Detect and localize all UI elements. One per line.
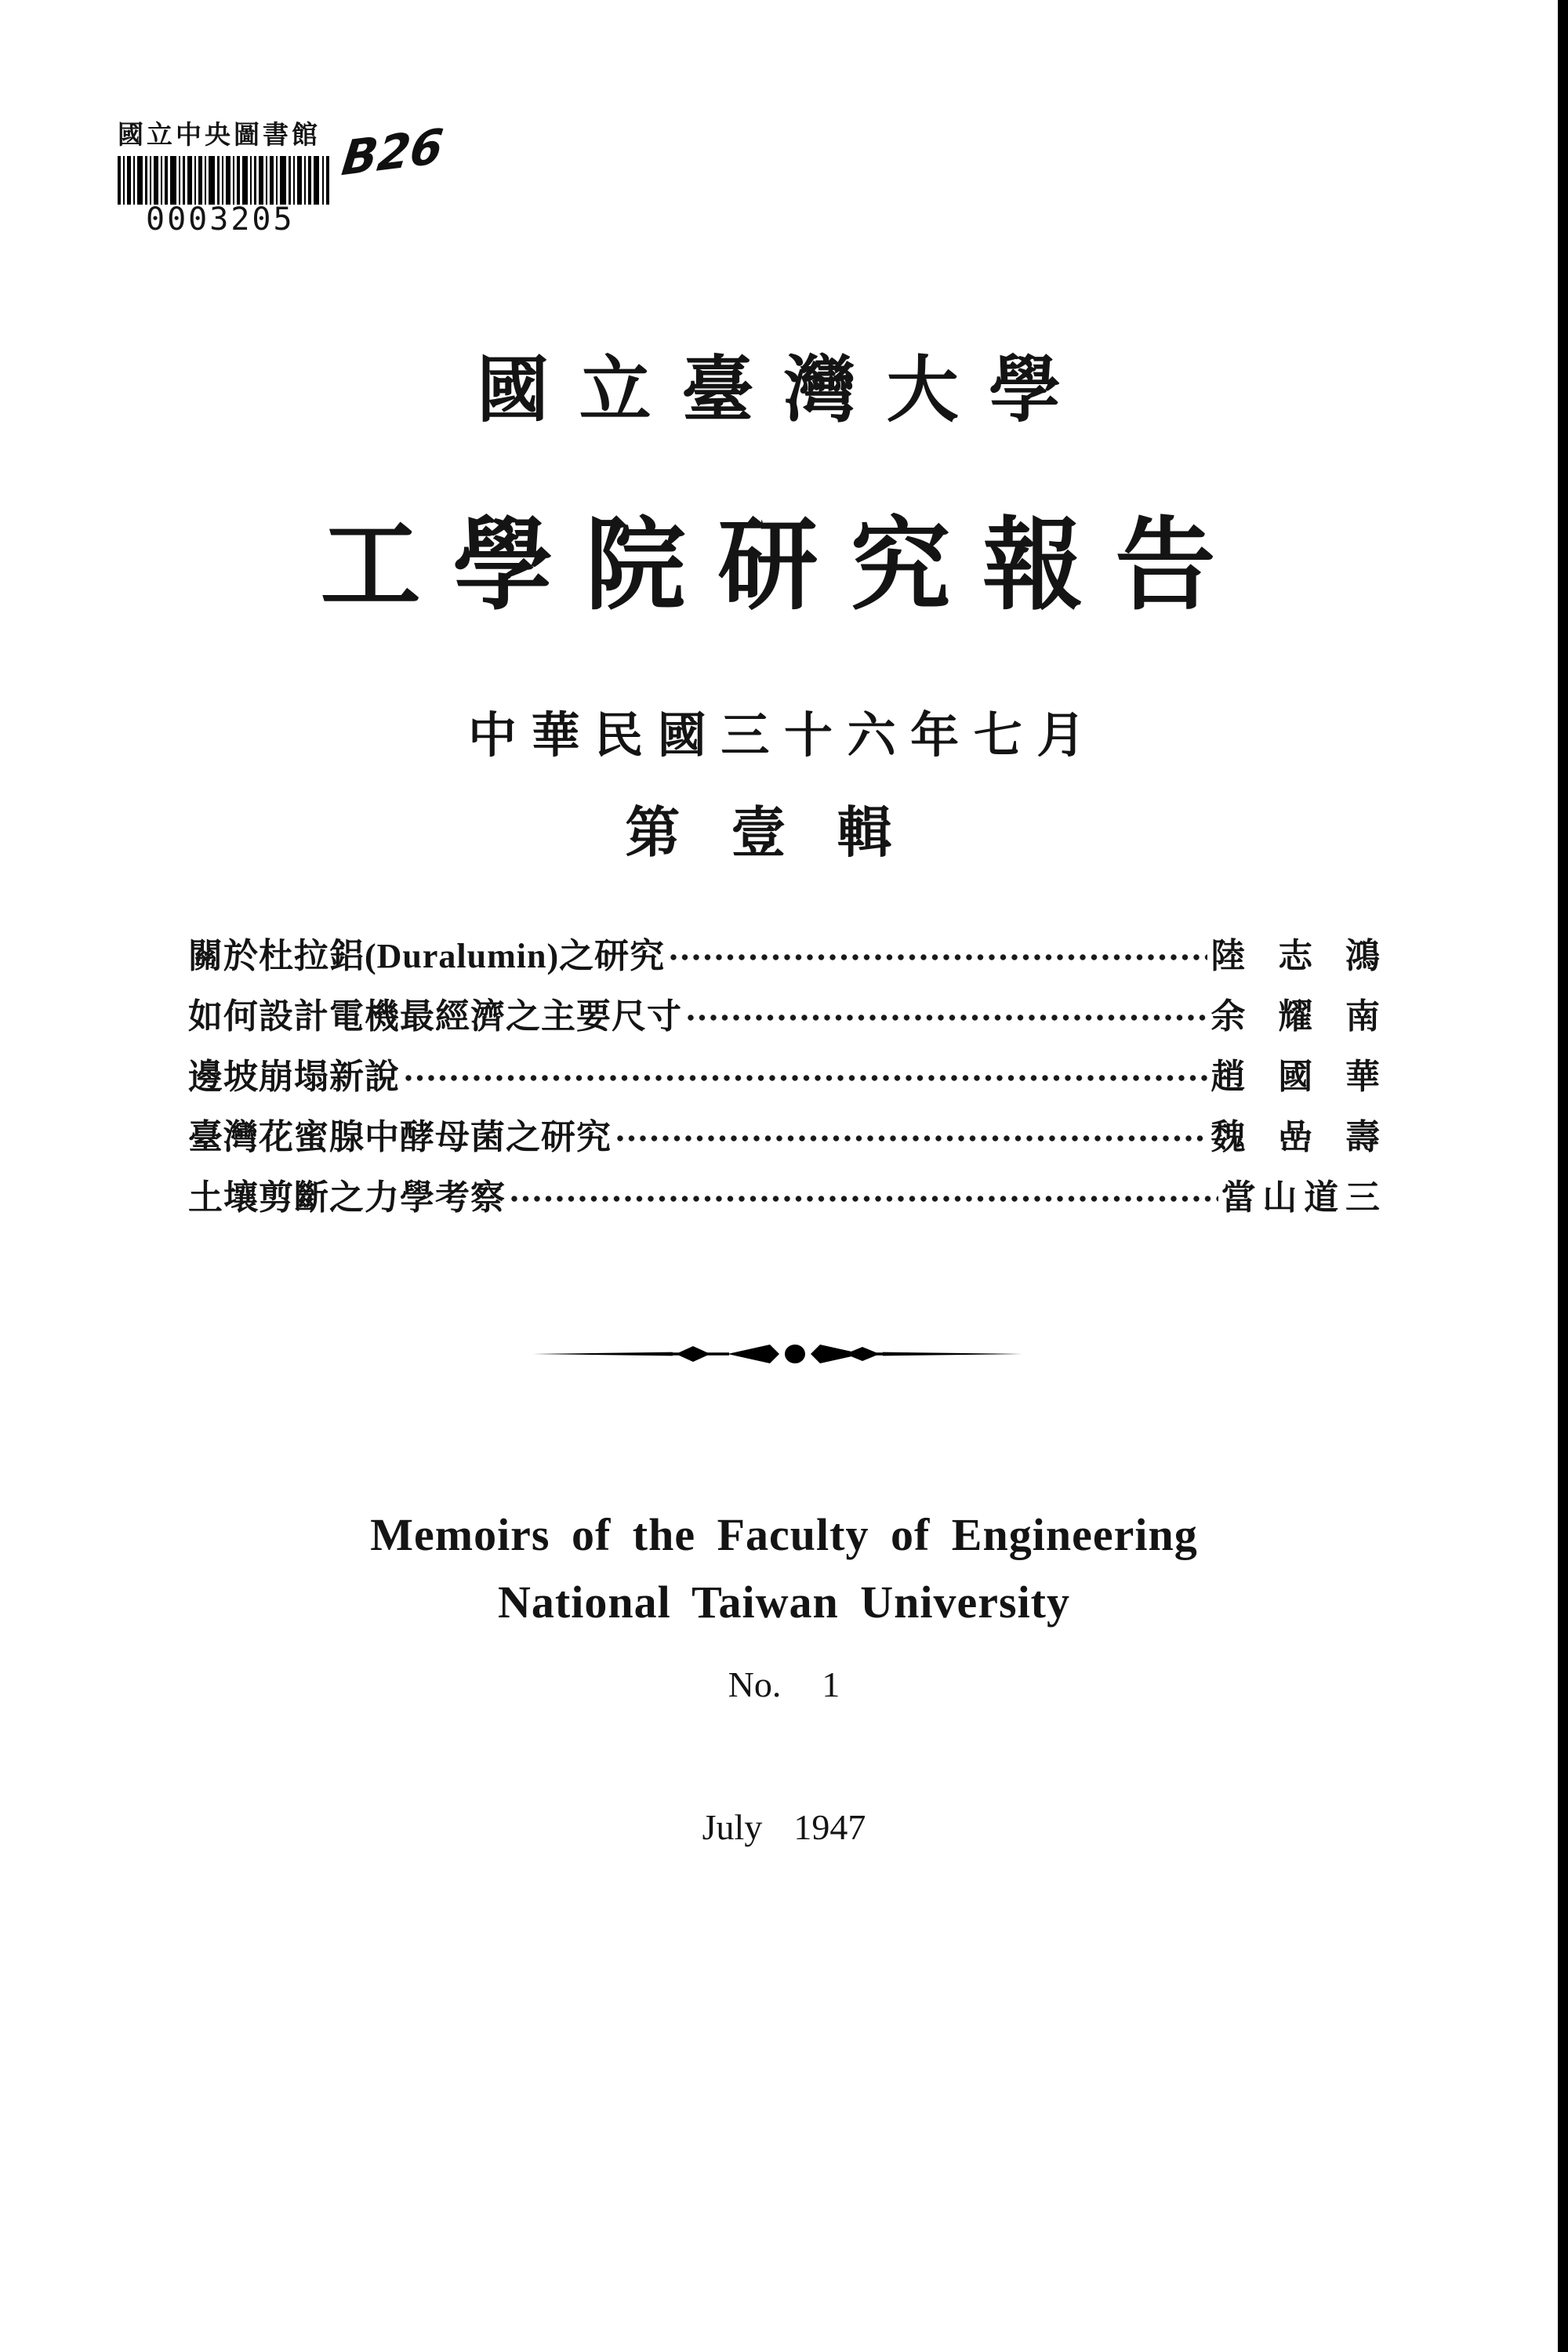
toc-entry-author: 當山道三 — [1221, 1178, 1387, 1217]
dotted-leader — [685, 993, 1207, 1033]
university-name: 國立臺灣大學 — [477, 350, 1091, 430]
scan-edge-strip — [1558, 0, 1568, 2352]
chinese-date-line: 中華民國三十六年七月 — [467, 710, 1100, 763]
dotted-leader — [615, 1114, 1207, 1153]
toc-entry-title: 如何設計電機最經濟之主要尺寸 — [188, 996, 682, 1036]
toc-entry — [188, 1043, 1413, 1103]
toc-entry — [188, 982, 1413, 1043]
toc-entry — [188, 1163, 1387, 1224]
publication-date-line — [157, 1806, 1411, 1848]
issue-label: No. — [728, 1664, 782, 1704]
english-series-title-line2: National Taiwan University — [498, 1577, 1070, 1628]
toc-entry-author: 趙國華 — [1210, 1057, 1413, 1096]
table-of-contents — [188, 922, 1413, 1224]
library-stamp — [118, 114, 329, 238]
issue-number-line — [157, 1664, 1411, 1705]
toc-entry-title: 邊坡崩塌新說 — [188, 1057, 400, 1096]
page-title: 工學院研究報告 — [320, 510, 1248, 622]
english-series-title-line1: Memoirs of the Faculty of Engineering — [370, 1509, 1198, 1560]
barcode-icon — [118, 156, 329, 205]
toc-entry-title: 土壤剪斷之力學考察 — [188, 1178, 506, 1217]
toc-entry-author: 余耀南 — [1210, 996, 1413, 1036]
barcode-number: 0003205 — [146, 201, 295, 238]
ornamental-divider — [533, 1338, 1022, 1370]
toc-entry — [188, 1103, 1413, 1163]
dotted-leader — [668, 933, 1207, 972]
toc-entry-author: 魏嵒壽 — [1210, 1117, 1413, 1156]
toc-entry — [188, 922, 1413, 982]
dotted-leader — [403, 1054, 1207, 1093]
dotted-leader — [509, 1174, 1218, 1214]
publication-month: July — [702, 1807, 763, 1847]
issue-number: 1 — [822, 1664, 840, 1704]
publication-year: 1947 — [793, 1807, 866, 1847]
toc-entry-title: 臺灣花蜜腺中酵母菌之研究 — [188, 1117, 612, 1156]
library-name: 國立中央圖書館 — [118, 122, 321, 150]
toc-entry-author: 陸志鴻 — [1210, 936, 1413, 975]
toc-entry-title: 關於杜拉鋁(Duralumin)之研究 — [188, 936, 666, 975]
volume-line: 第壹輯 — [625, 804, 943, 864]
handwritten-accession-mark: B26 — [339, 118, 447, 187]
